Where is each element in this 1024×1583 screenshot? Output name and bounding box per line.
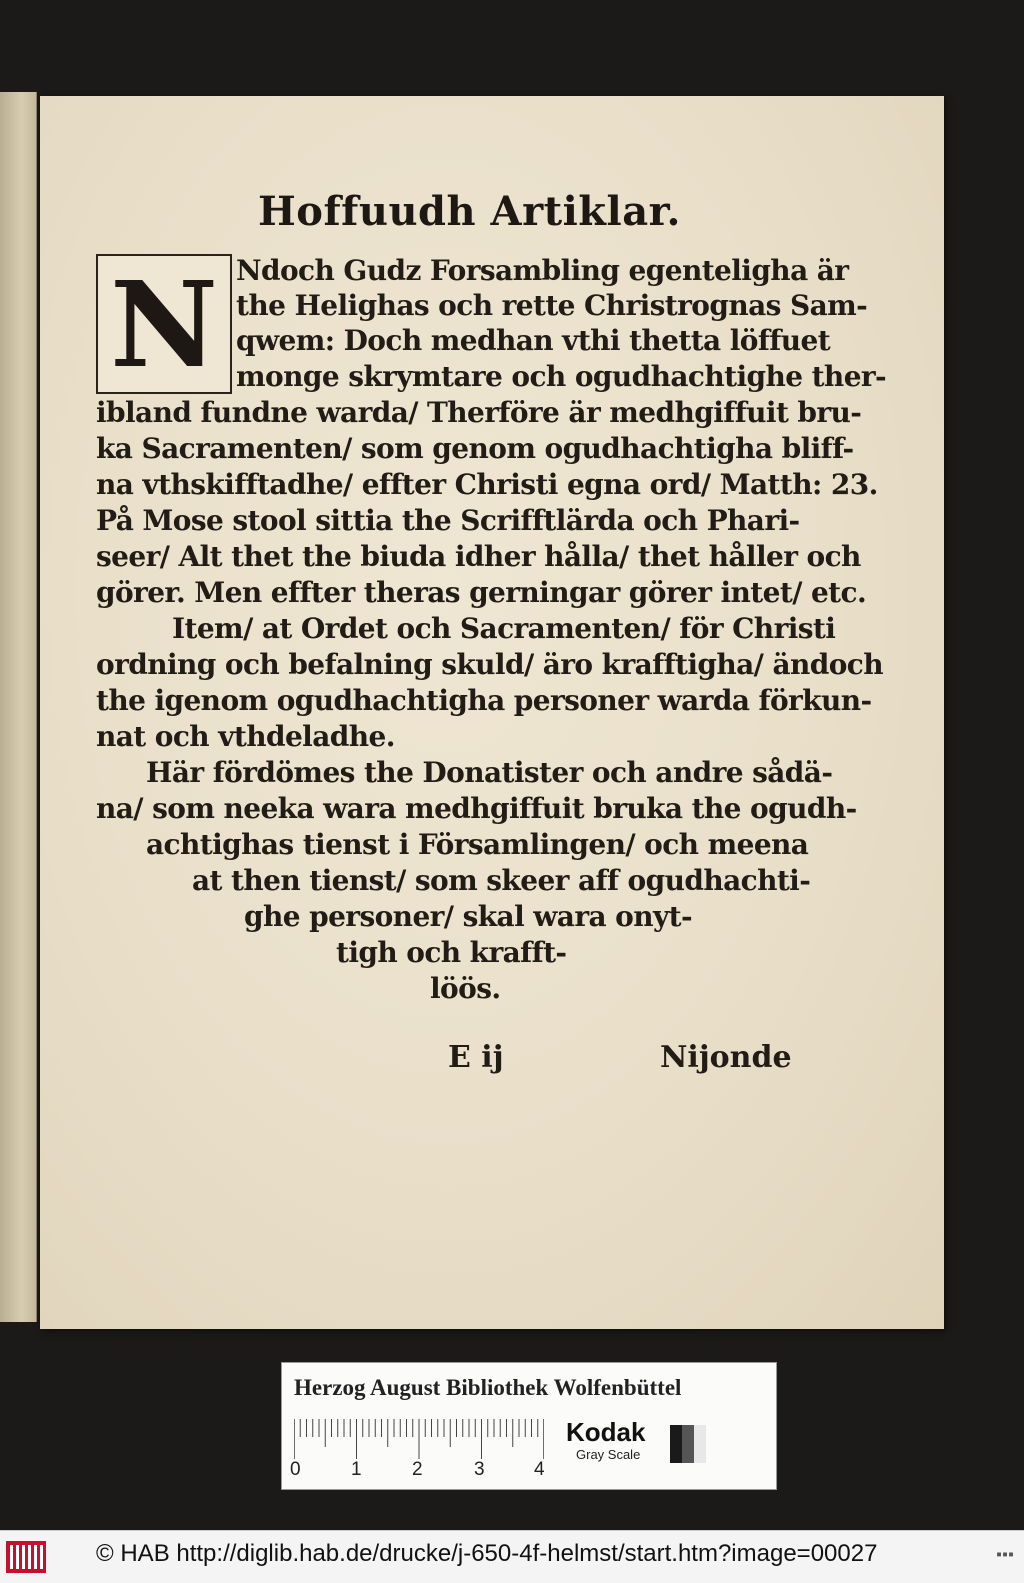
text-line: na vthskifftadhe/ effter Christi egna ord/ Matth: 23. xyxy=(96,468,878,501)
text-line: ibland fundne warda/ Therföre är medhgiffuit bru- xyxy=(96,396,862,429)
text-line: achtighas tienst i Församlingen/ och meena xyxy=(146,828,809,861)
hab-logo-icon xyxy=(6,1541,46,1573)
text-line: na/ som neeka wara medhgiffuit bruka the ogudh- xyxy=(96,792,857,825)
catchword: Nijonde xyxy=(660,1040,792,1075)
ruler-label: 3 xyxy=(474,1459,485,1480)
facing-page-edge xyxy=(0,92,37,1322)
text-line: Item/ at Ordet och Sacramenten/ för Christi xyxy=(172,612,836,645)
text-line: På Mose stool sittia the Scrifftlärda och Phari- xyxy=(96,504,800,537)
gray-swatch-mid xyxy=(682,1425,694,1463)
kodak-logo: Kodak xyxy=(566,1417,646,1447)
text-line: qwem: Doch medhan vthi thetta löffuet xyxy=(236,324,831,357)
text-line: the Helighas och rette Christrognas Sam- xyxy=(236,289,868,322)
text-line: tigh och krafft- xyxy=(336,936,567,969)
ruler-label: 4 xyxy=(534,1459,545,1480)
ruler-scale xyxy=(294,1419,544,1459)
decorated-initial: N xyxy=(96,254,232,394)
text-line: görer. Men effter theras gerningar görer intet/ etc. xyxy=(96,576,867,609)
text-line: monge skrymtare och ogudhachtighe ther- xyxy=(236,360,887,393)
ruler-label: 0 xyxy=(290,1459,301,1480)
footer-bar xyxy=(0,1530,1024,1583)
gray-swatch-light xyxy=(694,1425,706,1463)
page-heading: Hoffuudh Artiklar. xyxy=(258,188,681,235)
library-name: Herzog August Bibliothek Wolfenbüttel xyxy=(294,1375,682,1400)
text-line: seer/ Alt thet the biuda idher hålla/ thet håller och xyxy=(96,540,861,573)
text-line: löös. xyxy=(430,972,501,1005)
text-line: ka Sacramenten/ som genom ogudhachtigha bliff- xyxy=(96,432,854,465)
text-line: Här fördömes the Donatister och andre sådä- xyxy=(146,756,833,789)
ruler-label: 2 xyxy=(412,1459,423,1480)
footer-url[interactable]: © HAB http://diglib.hab.de/drucke/j-650-4f-helmst/start.htm?image=00027 xyxy=(96,1540,878,1567)
text-line: ordning och befalning skuld/ äro krafftigha/ ändoch xyxy=(96,648,884,681)
ruler-label: 1 xyxy=(351,1459,362,1480)
gray-swatch-dark xyxy=(670,1425,682,1463)
signature-mark: E ij xyxy=(448,1040,504,1075)
text-line: ghe personer/ skal wara onyt- xyxy=(244,900,693,933)
text-line: nat och vthdeladhe. xyxy=(96,720,395,753)
text-line: at then tienst/ som skeer aff ogudhachti- xyxy=(192,864,811,897)
text-line: Ndoch Gudz Forsambling egenteligha är xyxy=(236,254,849,287)
book-page xyxy=(40,96,944,1329)
text-line: the igenom ogudhachtigha personer warda förkun- xyxy=(96,684,872,717)
grayscale-label: Gray Scale xyxy=(576,1447,641,1462)
footer-dots: ▪▪▪ xyxy=(995,1549,1014,1560)
color-target-card xyxy=(281,1362,777,1490)
